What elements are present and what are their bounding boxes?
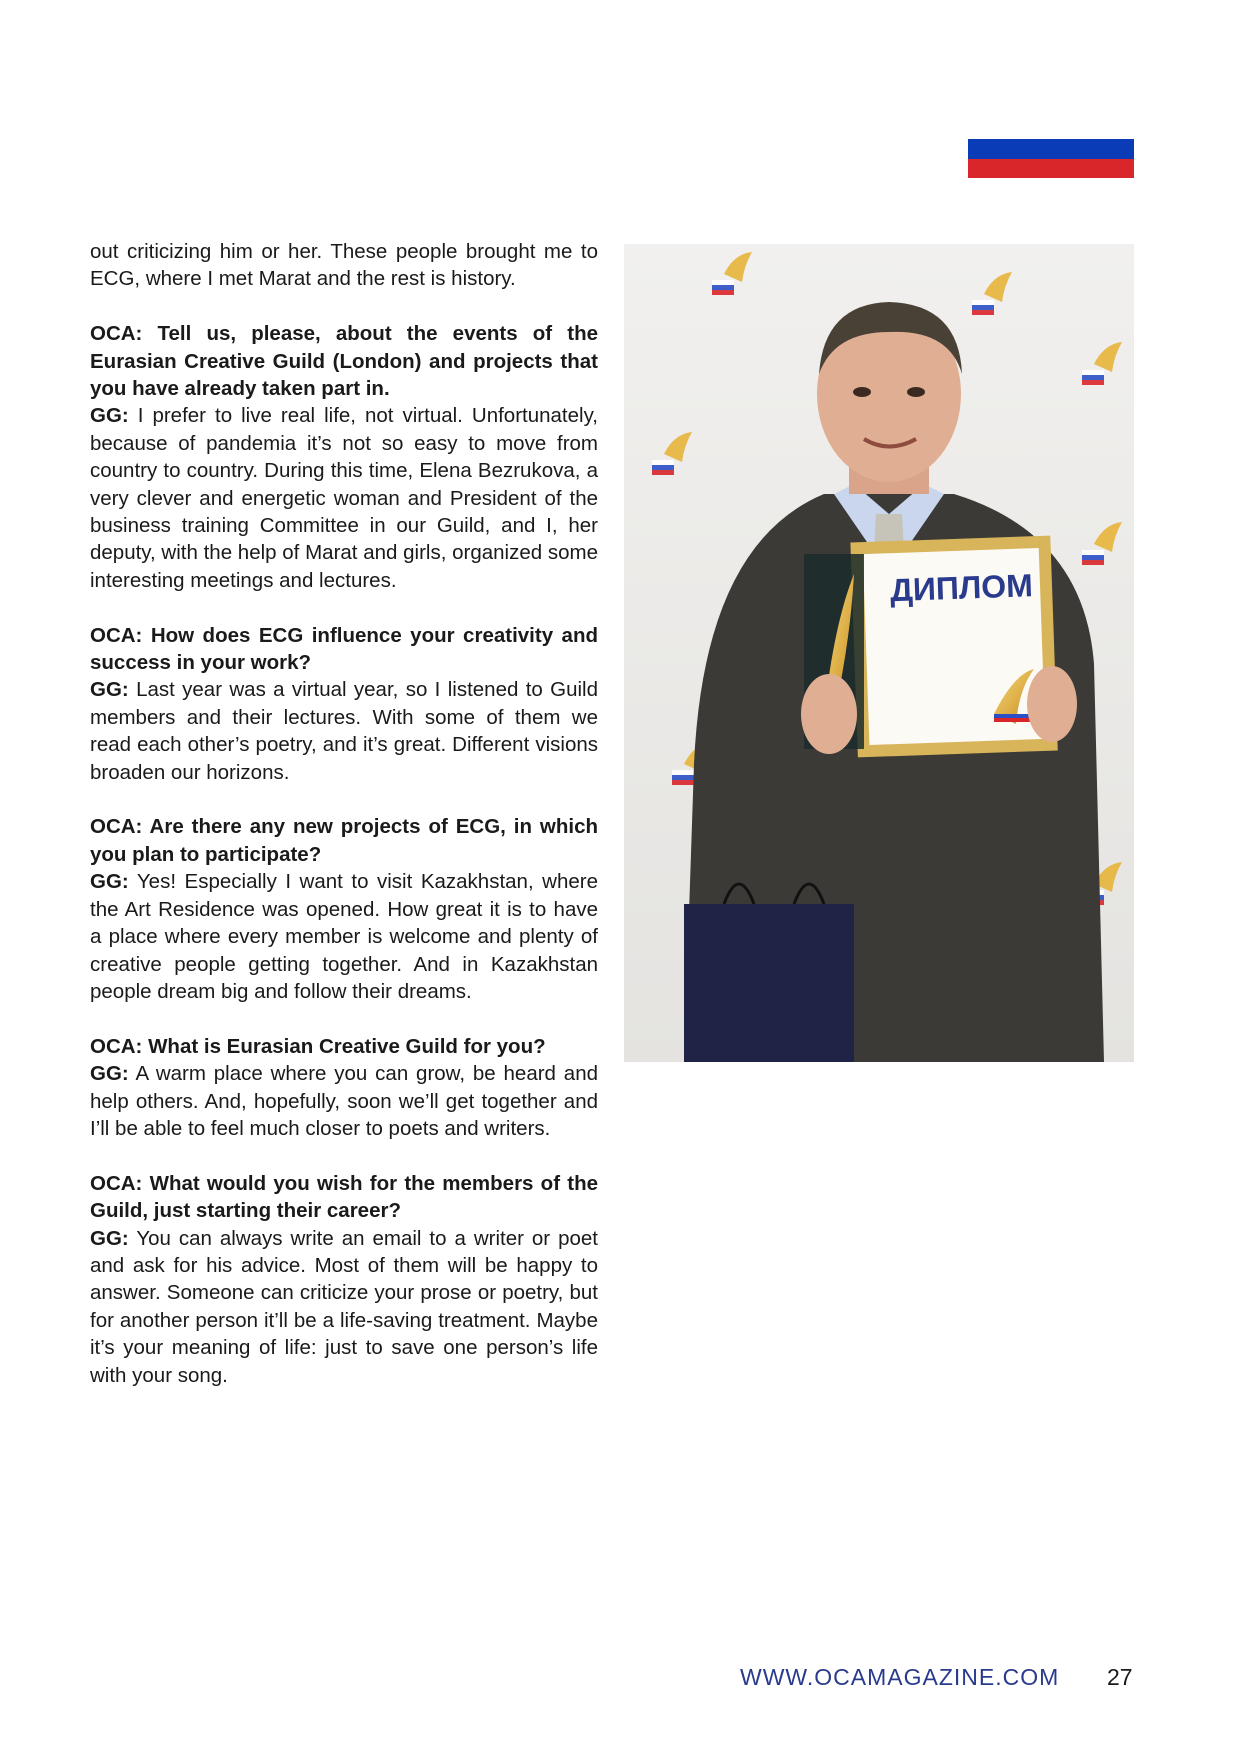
answer: You can always write an email to a writer or poet and ask for his advice. Most of them will be happy to answer. Someone can criticize your prose or poetry, but for another person it’ll be a life-saving treatment. Maybe it’s your meaning of life: just to save one person’s life with your song.: [90, 1226, 598, 1387]
speaker-label: GG:: [90, 678, 129, 702]
page-number: 27: [1107, 1664, 1133, 1690]
russia-flag-icon: [968, 120, 1134, 178]
gift-bag: [684, 884, 854, 1062]
answer: A warm place where you can grow, be heard and help others. And, hopefully, soon we’ll get together and I’ll be able to feel much closer to poets and writers.: [90, 1062, 598, 1140]
qa-block: [90, 320, 598, 594]
diploma-frame: [850, 536, 1057, 758]
speaker-label: GG:: [90, 870, 129, 894]
intro-paragraph: out criticizing him or her. These people brought me to ECG, where I met Marat and the rest is history.: [90, 240, 598, 291]
question: OCA: How does ECG influence your creativity and success in your work?: [90, 623, 598, 675]
speaker-label: GG:: [90, 1226, 129, 1250]
question: OCA: What would you wish for the members of the Guild, just starting their career?: [90, 1171, 598, 1223]
qa-block: [90, 1033, 598, 1143]
magazine-url[interactable]: WWW.OCAMAGAZINE.COM: [740, 1664, 1060, 1690]
portrait-illustration: [624, 244, 1134, 1062]
portrait-photo: [624, 244, 1134, 1062]
question: OCA: Tell us, please, about the events of the Eurasian Creative Guild (London) and projects that you have already taken part in.: [90, 322, 598, 401]
speaker-label: GG:: [90, 404, 129, 428]
speaker-label: GG:: [90, 1062, 129, 1086]
diploma-title: ДИПЛОМ: [889, 567, 1034, 609]
qa-block: [90, 622, 598, 786]
flag-stripe-red: [968, 159, 1134, 178]
flag-stripe-blue: [968, 139, 1134, 158]
question: OCA: What is Eurasian Creative Guild for you?: [90, 1034, 546, 1058]
qa-block: [90, 813, 598, 1005]
answer: Yes! Especially I want to visit Kazakhstan, where the Art Residence was opened. How great it is to have a place where every member is welcome and plenty of creative people getting together. And in Kazakhstan people dream big and follow their dreams.: [90, 870, 598, 1003]
flag-stripe-white: [968, 120, 1134, 139]
answer: I prefer to live real life, not virtual. Unfortunately, because of pandemia it’s not so easy to move from country to country. During this time, Elena Bezrukova, a very clever and energetic woman and President of the business training Committee in our Guild, and I, her deputy, with the help of Marat and girls, organized some interesting meetings and lectures.: [90, 404, 598, 592]
interview-text-column: [90, 238, 598, 1416]
question: OCA: Are there any new projects of ECG, in which you plan to participate?: [90, 815, 598, 866]
qa-block: [90, 1170, 598, 1389]
answer: Last year was a virtual year, so I listened to Guild members and their lectures. With some of them we read each other’s poetry, and it’s great. Different visions broaden our horizons.: [90, 678, 598, 784]
